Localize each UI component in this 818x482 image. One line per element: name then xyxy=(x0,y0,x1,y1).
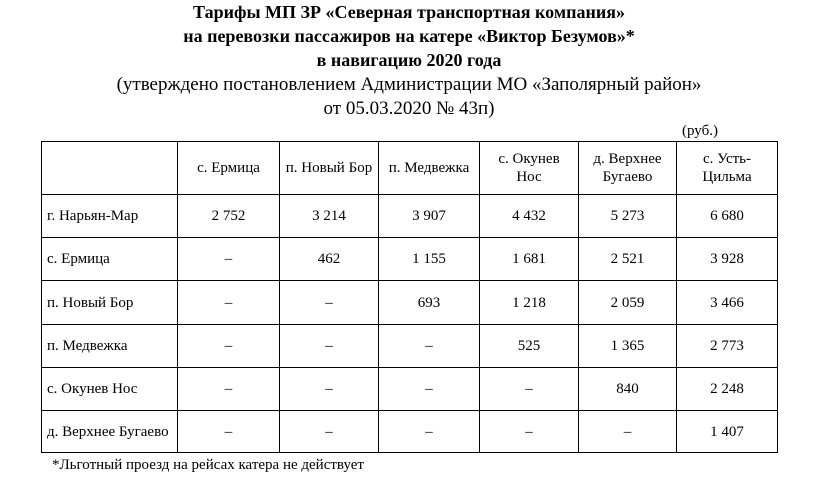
price-cell: 3 928 xyxy=(677,238,778,281)
column-header: с. Ермица xyxy=(178,142,280,195)
column-header: с. Усть-Цильма xyxy=(677,142,778,195)
row-label: с. Ермица xyxy=(42,238,178,281)
price-cell: – xyxy=(178,238,280,281)
price-cell: 840 xyxy=(579,368,677,411)
price-cell: – xyxy=(379,368,480,411)
table-row xyxy=(42,281,778,325)
subtitle-line-1: (утверждено постановлением Администрации МО «Заполярный район» xyxy=(116,74,702,95)
price-cell: – xyxy=(178,411,280,453)
price-cell: 3 907 xyxy=(379,195,480,238)
row-label: п. Новый Бор xyxy=(42,281,178,325)
footnote: *Льготный проезд на рейсах катера не действует xyxy=(52,457,364,473)
tariff-table xyxy=(41,141,778,453)
row-label: г. Нарьян-Мар xyxy=(42,195,178,238)
price-cell: – xyxy=(178,368,280,411)
price-cell: 2 248 xyxy=(677,368,778,411)
price-cell: 4 432 xyxy=(480,195,579,238)
price-cell: 5 273 xyxy=(579,195,677,238)
table-row xyxy=(42,238,778,281)
price-cell: 1 407 xyxy=(677,411,778,453)
price-cell: – xyxy=(480,411,579,453)
price-cell: 2 752 xyxy=(178,195,280,238)
title-line-1: Тарифы МП ЗР «Северная транспортная компания» xyxy=(193,2,625,22)
row-label: п. Медвежка xyxy=(42,325,178,368)
price-cell: 693 xyxy=(379,281,480,325)
currency-unit: (руб.) xyxy=(682,123,718,139)
price-cell: – xyxy=(579,411,677,453)
price-cell: 1 681 xyxy=(480,238,579,281)
table-row xyxy=(42,195,778,238)
price-cell: – xyxy=(379,411,480,453)
title-line-2: на перевозки пассажиров на катере «Виктор Безумов»* xyxy=(183,26,635,46)
row-label: д. Верхнее Бугаево xyxy=(42,411,178,453)
title-line-3: в навигацию 2020 года xyxy=(316,50,502,70)
price-cell: 1 218 xyxy=(480,281,579,325)
price-cell: – xyxy=(280,411,379,453)
table-row xyxy=(42,368,778,411)
table-row xyxy=(42,325,778,368)
price-cell: 2 521 xyxy=(579,238,677,281)
price-cell: 462 xyxy=(280,238,379,281)
price-cell: – xyxy=(480,368,579,411)
price-cell: – xyxy=(280,368,379,411)
price-cell: 2 773 xyxy=(677,325,778,368)
price-cell: 1 155 xyxy=(379,238,480,281)
corner-cell xyxy=(42,142,178,195)
price-cell: – xyxy=(178,325,280,368)
column-header: д. Верхнее Бугаево xyxy=(579,142,677,195)
column-header: с. Окунев Нос xyxy=(480,142,579,195)
price-cell: 3 214 xyxy=(280,195,379,238)
table-header-row xyxy=(42,142,778,195)
price-cell: – xyxy=(280,281,379,325)
column-header: п. Медвежка xyxy=(379,142,480,195)
table-row xyxy=(42,411,778,453)
price-cell: 3 466 xyxy=(677,281,778,325)
subtitle-line-2: от 05.03.2020 № 43п) xyxy=(323,98,495,119)
price-cell: 2 059 xyxy=(579,281,677,325)
row-label: с. Окунев Нос xyxy=(42,368,178,411)
column-header: п. Новый Бор xyxy=(280,142,379,195)
price-cell: 1 365 xyxy=(579,325,677,368)
price-cell: – xyxy=(280,325,379,368)
price-cell: – xyxy=(379,325,480,368)
price-cell: 525 xyxy=(480,325,579,368)
price-cell: – xyxy=(178,281,280,325)
price-cell: 6 680 xyxy=(677,195,778,238)
